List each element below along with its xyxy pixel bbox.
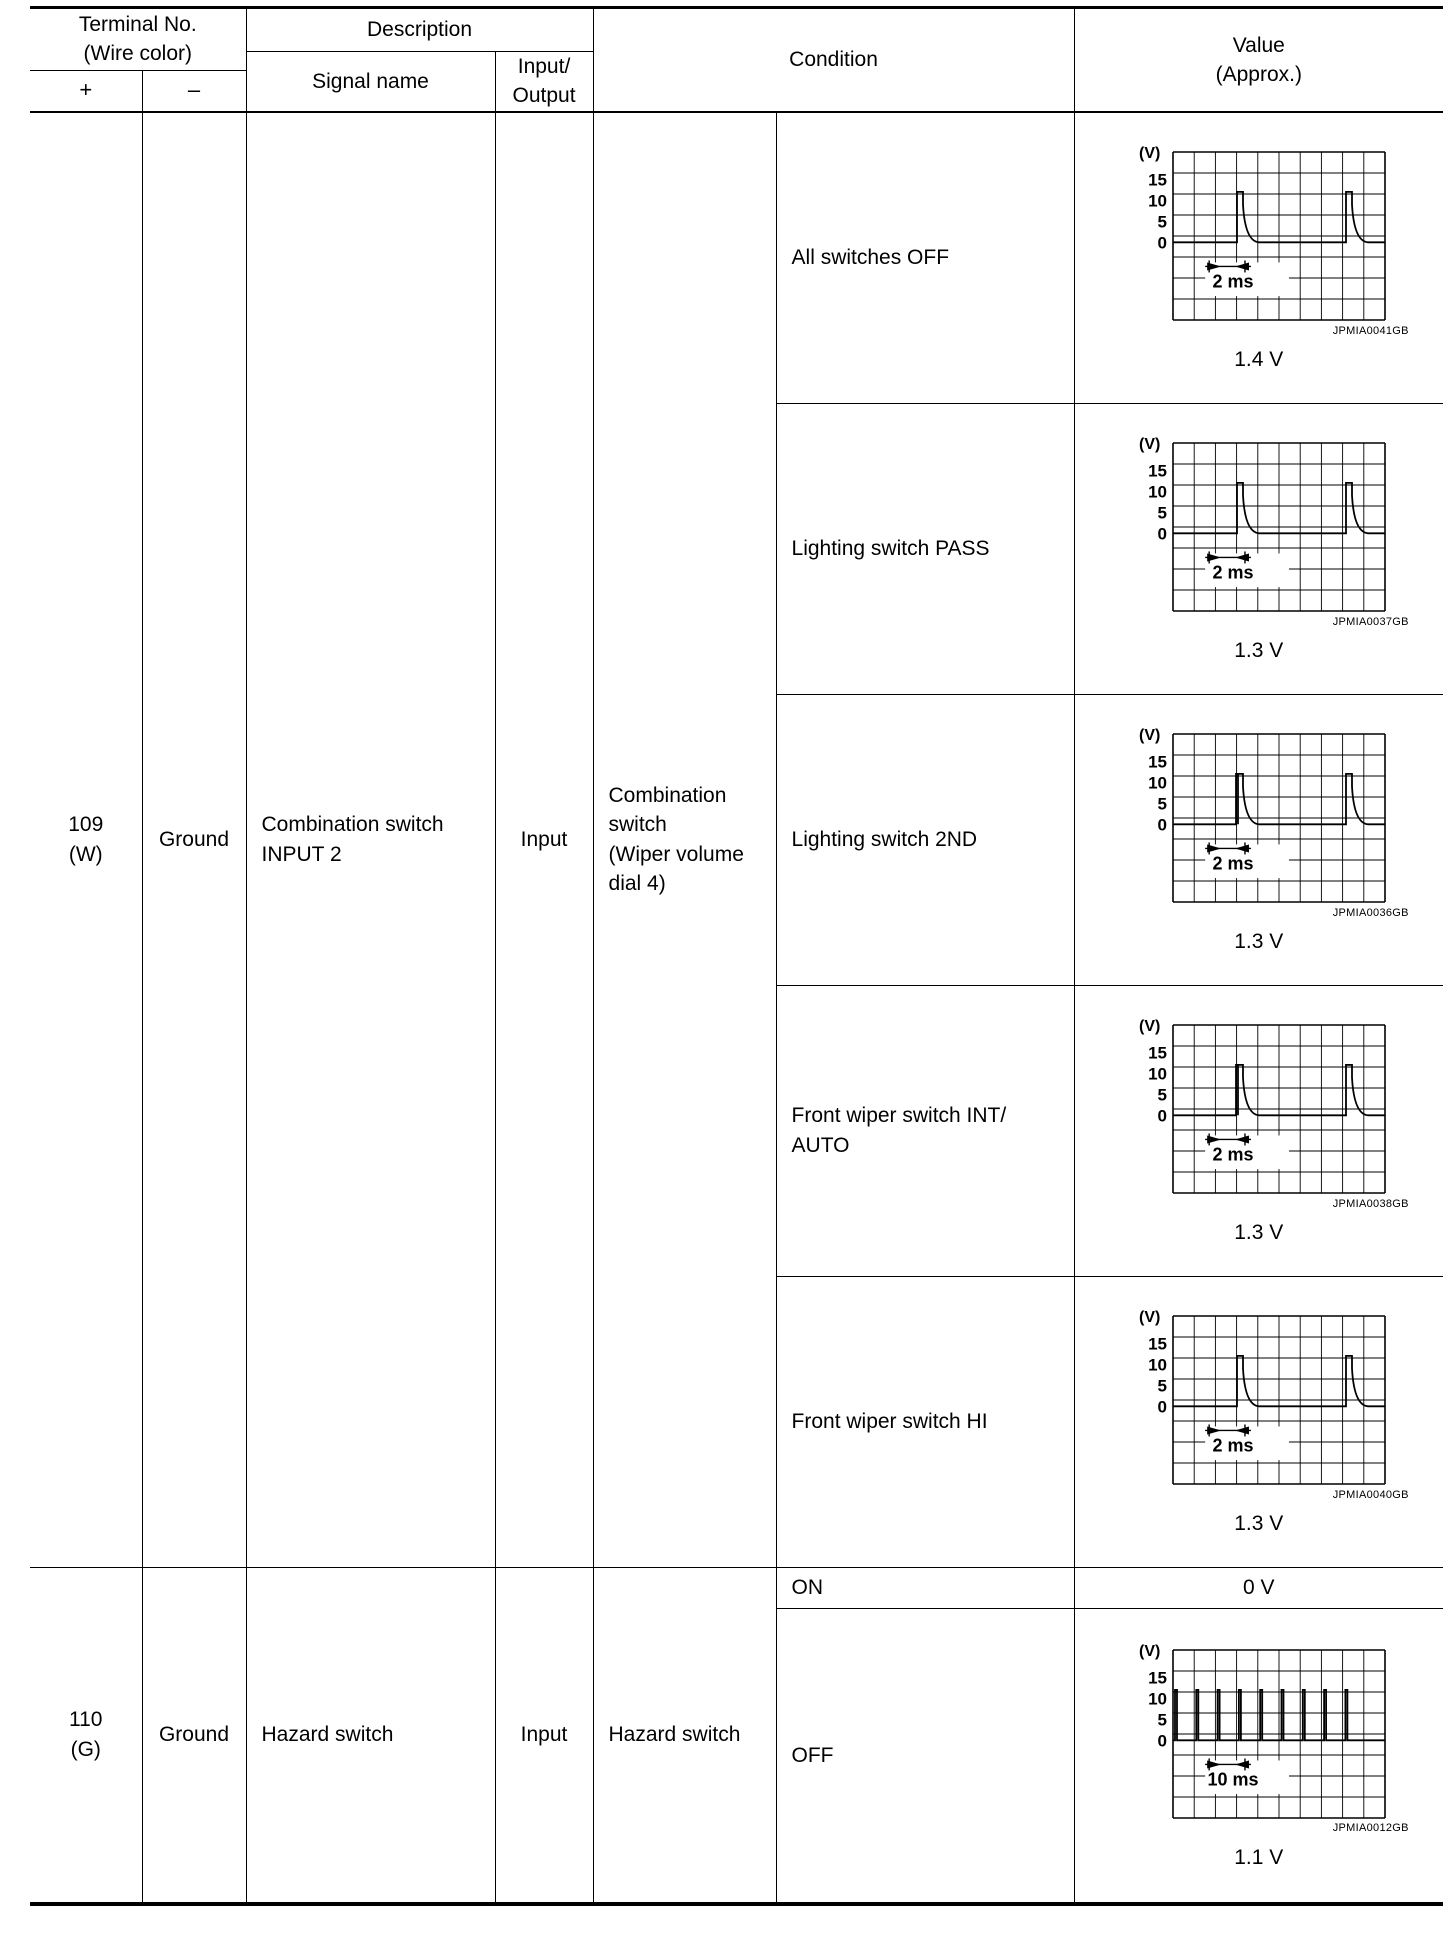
condition-sub-cell: All switches OFF xyxy=(776,112,1074,404)
waveform-plot xyxy=(1109,1014,1409,1194)
condition-sub-cell: ON xyxy=(776,1567,1074,1608)
axis-unit: (V) xyxy=(1138,1018,1161,1036)
waveform-plot xyxy=(1109,432,1409,612)
axis-tick-label: 15 xyxy=(1147,461,1167,481)
time-division-label: 2 ms xyxy=(1212,271,1254,292)
axis-tick-label: 10 xyxy=(1147,191,1167,211)
condition-main-line-4: dial 4) xyxy=(608,872,666,896)
axis-tick-label: 0 xyxy=(1157,1397,1167,1417)
axis-tick-label: 0 xyxy=(1157,524,1167,544)
terminal-minus-cell: Ground xyxy=(142,1567,246,1904)
axis-tick-label: 15 xyxy=(1147,1667,1167,1687)
approx-value: 1.3 V xyxy=(1234,1512,1284,1536)
header-input-output xyxy=(495,52,593,112)
axis-tick-label: 15 xyxy=(1147,170,1167,190)
axis-tick-label: 10 xyxy=(1147,1064,1167,1084)
axis-tick-label: 15 xyxy=(1147,752,1167,772)
io-cell: Input xyxy=(495,1567,593,1904)
oscilloscope-waveform xyxy=(1109,141,1409,341)
figure-code: JPMIA0040GB xyxy=(1332,1488,1409,1501)
axis-unit: (V) xyxy=(1138,1309,1161,1327)
oscilloscope-waveform xyxy=(1109,723,1409,923)
axis-tick-label: 0 xyxy=(1157,233,1167,253)
header-value xyxy=(1074,8,1443,112)
axis-tick-label: 5 xyxy=(1157,1709,1167,1729)
axis-tick-label: 5 xyxy=(1157,1376,1167,1396)
header-value-label: Value xyxy=(1232,33,1285,57)
axis-tick-label: 5 xyxy=(1157,503,1167,523)
figure-code: JPMIA0012GB xyxy=(1332,1822,1409,1835)
wire-color: (G) xyxy=(70,1737,101,1761)
table-row xyxy=(30,1567,1443,1608)
condition-main-cell xyxy=(593,112,776,1568)
oscilloscope-waveform xyxy=(1109,432,1409,632)
value-cell xyxy=(1074,1276,1443,1567)
value-cell xyxy=(1074,985,1443,1276)
condition-sub-line-2: AUTO xyxy=(791,1133,850,1157)
axis-tick-label: 15 xyxy=(1147,1334,1167,1354)
approx-value: 1.3 V xyxy=(1234,1221,1284,1245)
approx-value: 1.3 V xyxy=(1234,639,1284,663)
condition-sub-cell xyxy=(776,985,1074,1276)
time-division-label: 10 ms xyxy=(1207,1769,1259,1790)
condition-main-line-2: switch xyxy=(608,813,667,837)
axis-tick-label: 5 xyxy=(1157,794,1167,814)
header-terminal-no xyxy=(30,8,246,71)
time-division-label: 2 ms xyxy=(1212,853,1254,874)
figure-code: JPMIA0037GB xyxy=(1332,615,1409,628)
condition-main-line-1: Combination xyxy=(608,784,727,807)
axis-tick-label: 10 xyxy=(1147,1688,1167,1708)
condition-sub-cell: OFF xyxy=(776,1608,1074,1904)
condition-main-cell: Hazard switch xyxy=(593,1567,776,1904)
value-cell xyxy=(1074,112,1443,404)
value-cell: 0 V xyxy=(1074,1567,1443,1608)
terminal-spec-page xyxy=(30,6,1443,1930)
approx-value: 1.1 V xyxy=(1234,1845,1284,1869)
condition-main-line-3: (Wiper volume xyxy=(608,842,744,866)
table-row xyxy=(30,112,1443,404)
time-division-label: 2 ms xyxy=(1212,562,1254,583)
value-cell xyxy=(1074,403,1443,694)
waveform-plot xyxy=(1109,1305,1409,1485)
header-minus: – xyxy=(142,70,246,112)
figure-code: JPMIA0041GB xyxy=(1332,324,1409,337)
axis-unit: (V) xyxy=(1138,727,1161,745)
terminal-number: 109 xyxy=(68,813,104,837)
axis-tick-label: 0 xyxy=(1157,1106,1167,1126)
waveform-plot xyxy=(1109,1639,1409,1819)
axis-unit: (V) xyxy=(1138,145,1161,163)
waveform-plot xyxy=(1109,723,1409,903)
axis-tick-label: 10 xyxy=(1147,482,1167,502)
axis-tick-label: 15 xyxy=(1147,1043,1167,1063)
oscilloscope-waveform xyxy=(1109,1639,1409,1839)
header-condition: Condition xyxy=(593,8,1074,112)
terminal-spec-table xyxy=(30,6,1443,1906)
io-cell: Input xyxy=(495,112,593,1568)
terminal-plus-cell xyxy=(30,112,142,1568)
terminal-number: 110 xyxy=(69,1708,103,1732)
value-cell xyxy=(1074,694,1443,985)
condition-sub-cell: Lighting switch PASS xyxy=(776,403,1074,694)
header-wire-color-label: (Wire color) xyxy=(83,42,192,66)
header-approx-label: (Approx.) xyxy=(1215,62,1302,86)
header-plus: + xyxy=(30,70,142,112)
axis-tick-label: 5 xyxy=(1157,1085,1167,1105)
axis-tick-label: 5 xyxy=(1157,212,1167,232)
signal-name-cell: Hazard switch xyxy=(246,1567,495,1904)
figure-code: JPMIA0036GB xyxy=(1332,906,1409,919)
terminal-plus-cell xyxy=(30,1567,142,1904)
axis-unit: (V) xyxy=(1138,436,1161,454)
signal-name-cell xyxy=(246,112,495,1568)
value-cell xyxy=(1074,1608,1443,1904)
condition-sub-cell: Front wiper switch HI xyxy=(776,1276,1074,1567)
wire-color: (W) xyxy=(68,842,103,866)
terminal-minus-cell: Ground xyxy=(142,112,246,1568)
axis-unit: (V) xyxy=(1138,1642,1161,1660)
signal-name-line-2: INPUT 2 xyxy=(261,842,342,866)
header-io-label-2: Output xyxy=(512,84,576,108)
condition-sub-line-1: Front wiper switch INT/ xyxy=(791,1104,1007,1128)
axis-tick-label: 0 xyxy=(1157,1730,1167,1750)
header-terminal-label: Terminal No. xyxy=(78,13,197,36)
condition-sub-cell: Lighting switch 2ND xyxy=(776,694,1074,985)
approx-value: 1.3 V xyxy=(1234,930,1284,954)
time-division-label: 2 ms xyxy=(1212,1144,1254,1165)
oscilloscope-waveform xyxy=(1109,1305,1409,1505)
approx-value: 1.4 V xyxy=(1234,348,1284,372)
axis-tick-label: 10 xyxy=(1147,773,1167,793)
oscilloscope-waveform xyxy=(1109,1014,1409,1214)
time-division-label: 2 ms xyxy=(1212,1435,1254,1456)
waveform-plot xyxy=(1109,141,1409,321)
header-description: Description xyxy=(246,8,593,52)
axis-tick-label: 10 xyxy=(1147,1355,1167,1375)
figure-code: JPMIA0038GB xyxy=(1332,1197,1409,1210)
header-io-label-1: Input/ xyxy=(517,55,571,78)
axis-tick-label: 0 xyxy=(1157,815,1167,835)
signal-name-line-1: Combination switch xyxy=(261,813,444,837)
header-signal-name: Signal name xyxy=(246,52,495,112)
